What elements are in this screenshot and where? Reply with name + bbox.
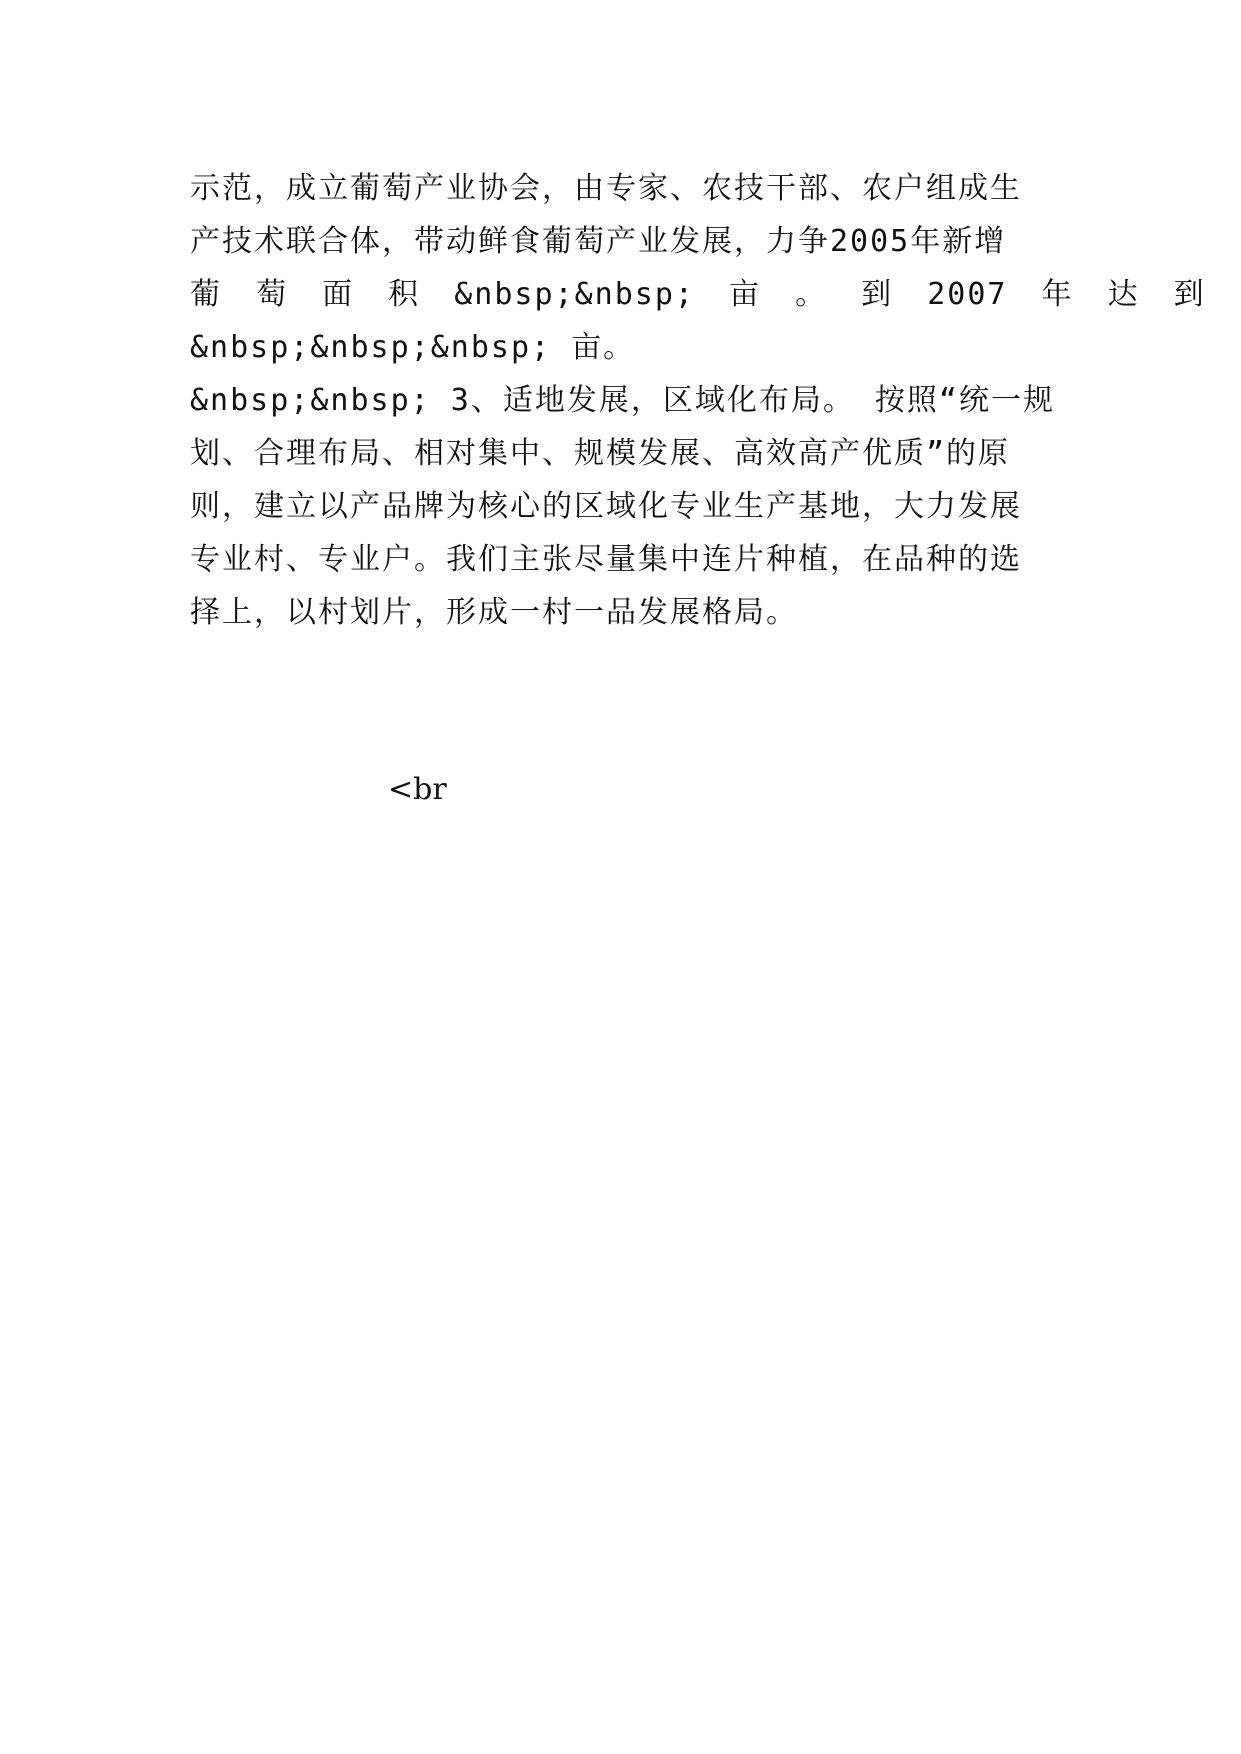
text-line: 专业村、专业户。我们主张尽量集中连片种植，在品种的选 [190,542,1022,577]
text-line: &nbsp;&nbsp;&nbsp; 亩。 [190,330,636,365]
text-line: 示范，成立葡萄产业协会，由专家、农技干部、农户组成生 [190,171,1022,206]
text-line: 葡 萄 面 积 &nbsp;&nbsp; 亩 。 到 2007 年 达 到 [190,277,1206,312]
text-line: 划、合理布局、相对集中、规模发展、高效高产优质”的原 [190,436,1011,471]
text-line: 则，建立以产品牌为核心的区域化专业生产基地，大力发展 [190,489,1022,524]
text-line: 择上，以村划片，形成一村一品发展格局。 [190,595,798,630]
trailing-markup-fragment: <br [388,772,447,807]
text-line: &nbsp;&nbsp; 3、适地发展，区域化布局。 按照“统一规 [190,383,1055,418]
body-text [190,162,1206,639]
text-line: 产技术联合体，带动鲜食葡萄产业发展，力争2005年新增 [190,224,1007,259]
